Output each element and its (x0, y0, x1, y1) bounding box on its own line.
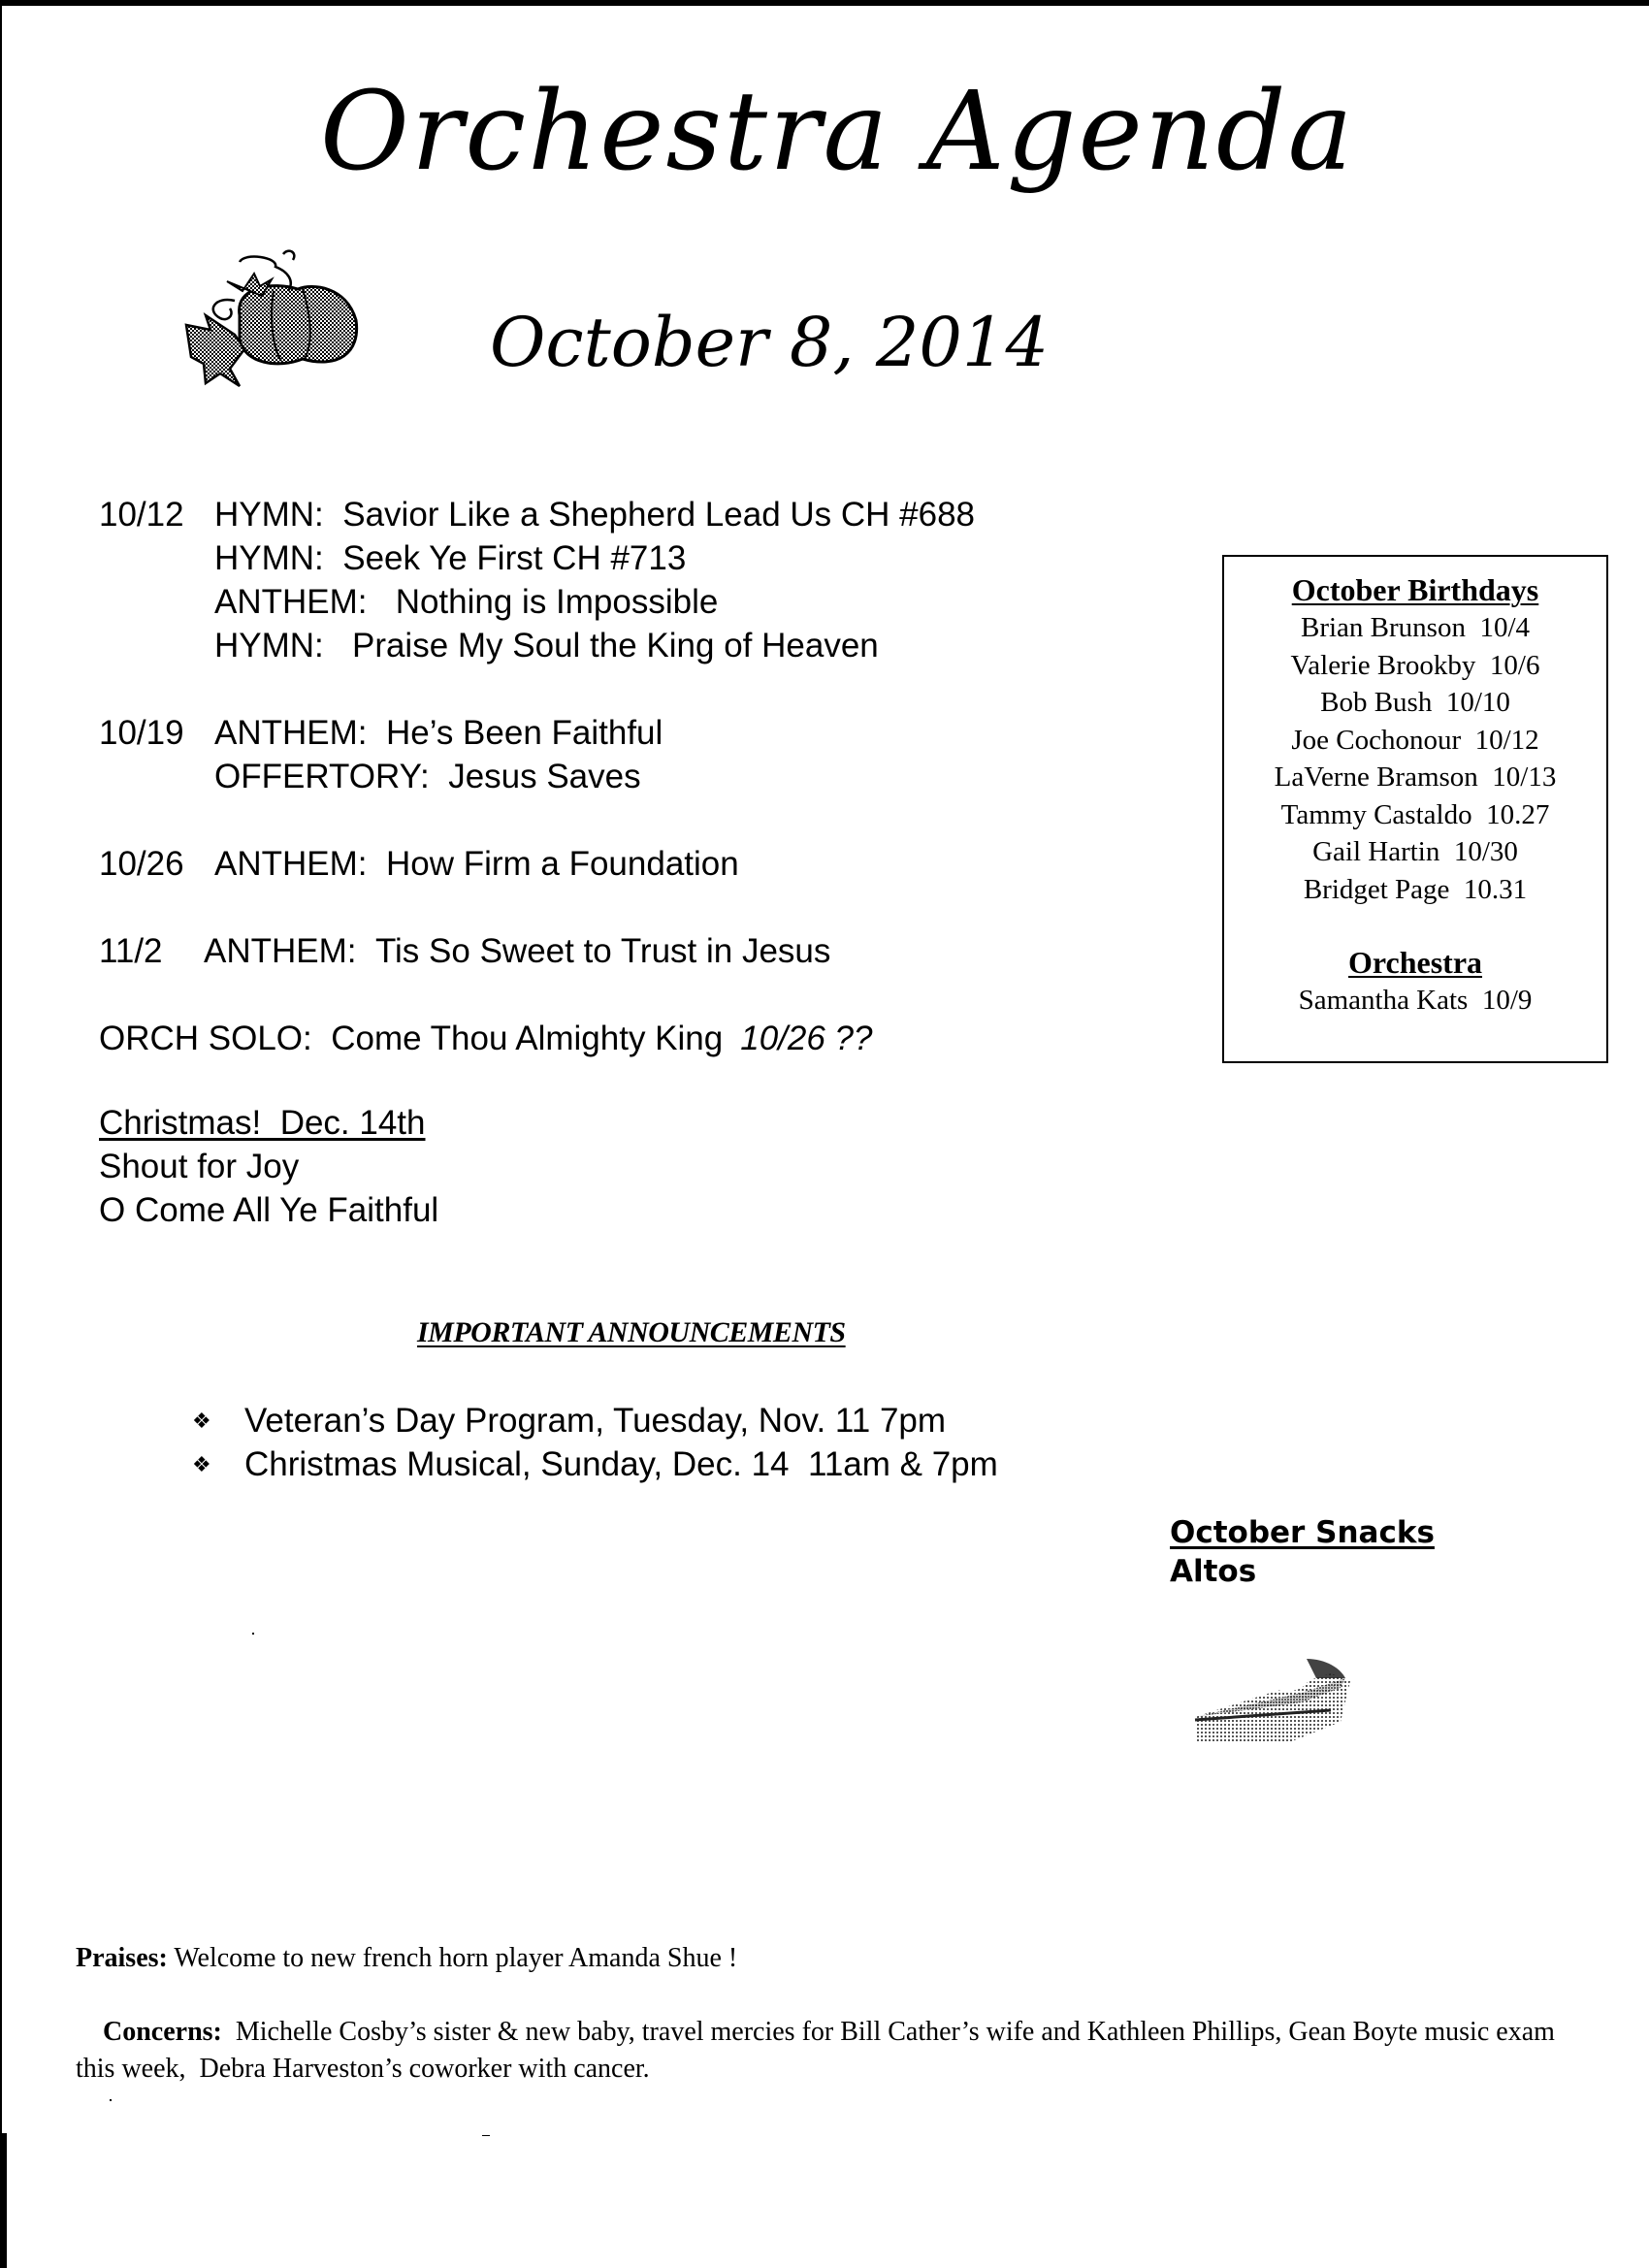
pie-slice-icon (1185, 1635, 1379, 1766)
service-date: 10/26 (99, 845, 184, 883)
orch-solo-label: ORCH SOLO: (99, 1020, 312, 1057)
item-type: OFFERTORY: (214, 758, 430, 795)
christmas-song: Shout for Joy (99, 1148, 300, 1185)
christmas-heading: Christmas! Dec. 14th (99, 1104, 426, 1142)
scan-speck (110, 2099, 112, 2101)
service-schedule (99, 493, 975, 1060)
agenda-date: October 8, 2014 (490, 303, 1049, 382)
birthday-entry: Valerie Brookby 10/6 (1290, 649, 1540, 681)
service-date: 11/2 (99, 932, 163, 970)
agenda-item (99, 580, 975, 624)
service-date: 10/12 (99, 496, 184, 534)
birthday-entry: Bob Bush 10/10 (1320, 687, 1510, 718)
item-type: ANTHEM: (214, 845, 368, 883)
item-type: ANTHEM: (214, 714, 368, 752)
snacks-heading: October Snacks (1170, 1515, 1435, 1550)
item-title: He’s Been Faithful (385, 714, 663, 752)
scan-edge-bar (0, 2133, 7, 2268)
christmas-song: O Come All Ye Faithful (99, 1191, 439, 1229)
agenda-item (99, 842, 975, 886)
scan-border-left (0, 0, 2, 2268)
service-week (99, 711, 975, 798)
item-type: ANTHEM: (204, 932, 357, 970)
item-title: Tis So Sweet to Trust in Jesus (374, 932, 831, 970)
item-title: Savior Like a Shepherd Lead Us CH #688 (342, 496, 976, 534)
agenda-item (99, 929, 975, 973)
page-title: Orchestra Agenda (320, 69, 1355, 195)
item-type: HYMN: (214, 539, 324, 577)
service-week (99, 493, 975, 667)
item-title: Nothing is Impossible (395, 583, 719, 621)
scan-speck (252, 1633, 254, 1635)
diamond-bullet-icon: ❖ (192, 1409, 211, 1433)
agenda-item (99, 711, 975, 755)
service-date: 10/19 (99, 714, 184, 752)
pumpkin-icon (167, 243, 375, 388)
birthday-entry: Joe Cochonour 10/12 (1291, 724, 1539, 756)
item-title: Jesus Saves (448, 758, 641, 795)
orch-solo (99, 1017, 975, 1060)
concerns-text: Michelle Cosby’s sister & new baby, travel mercies for Bill Cather’s wife and Kathleen Phillips, Gean Boyte music exam this week, Debra Harveston’s coworker with cancer. (76, 2017, 1562, 2084)
orch-solo-title: Come Thou Almighty King (331, 1020, 724, 1057)
birthday-entry: Bridget Page 10.31 (1303, 873, 1528, 905)
service-week (99, 842, 975, 886)
snacks-section (1170, 1513, 1435, 1591)
announcements-heading: IMPORTANT ANNOUNCEMENTS (417, 1316, 846, 1348)
item-type: HYMN: (214, 627, 324, 664)
concerns-label: Concerns: (103, 2017, 222, 2047)
scan-border-top (0, 0, 1649, 6)
announcement-text: Veteran’s Day Program, Tuesday, Nov. 11 7pm (244, 1402, 947, 1440)
agenda-item (99, 624, 975, 667)
birthday-entry: Brian Brunson 10/4 (1300, 612, 1531, 643)
item-title: Praise My Soul the King of Heaven (351, 627, 879, 664)
scan-speck (482, 2135, 490, 2136)
birthdays-heading: October Birthdays (1291, 572, 1539, 607)
concerns-line (76, 1977, 1589, 2124)
item-title: How Firm a Foundation (385, 845, 739, 883)
agenda-item (99, 493, 975, 536)
christmas-section (99, 1101, 438, 1232)
announcements-list (192, 1399, 998, 1486)
snacks-group: Altos (1170, 1554, 1257, 1589)
birthdays-box (1222, 555, 1608, 1063)
announcement-item (192, 1442, 998, 1486)
diamond-bullet-icon: ❖ (192, 1452, 211, 1476)
agenda-item (99, 536, 975, 580)
announcement-text: Christmas Musical, Sunday, Dec. 14 11am & 7pm (244, 1445, 998, 1483)
item-type: HYMN: (214, 496, 324, 534)
announcement-item (192, 1399, 998, 1442)
item-title: Seek Ye First CH #713 (342, 539, 687, 577)
birthday-entry: Tammy Castaldo 10.27 (1280, 798, 1550, 830)
praises-line (76, 1940, 1589, 1977)
praises-text: Welcome to new french horn player Amanda Shue ! (167, 1943, 738, 1973)
item-type: ANTHEM: (214, 583, 368, 621)
praises-label: Praises: (76, 1943, 168, 1973)
orchestra-birthdays-heading: Orchestra (1347, 945, 1483, 980)
praises-concerns (76, 1940, 1589, 2124)
agenda-item (99, 755, 975, 798)
orch-solo-note: 10/26 ?? (740, 1020, 873, 1057)
birthday-entry: LaVerne Bramson 10/13 (1274, 761, 1557, 793)
service-week (99, 929, 975, 973)
birthday-entry: Gail Hartin 10/30 (1312, 836, 1518, 867)
birthday-entry: Samantha Kats 10/9 (1298, 985, 1533, 1016)
